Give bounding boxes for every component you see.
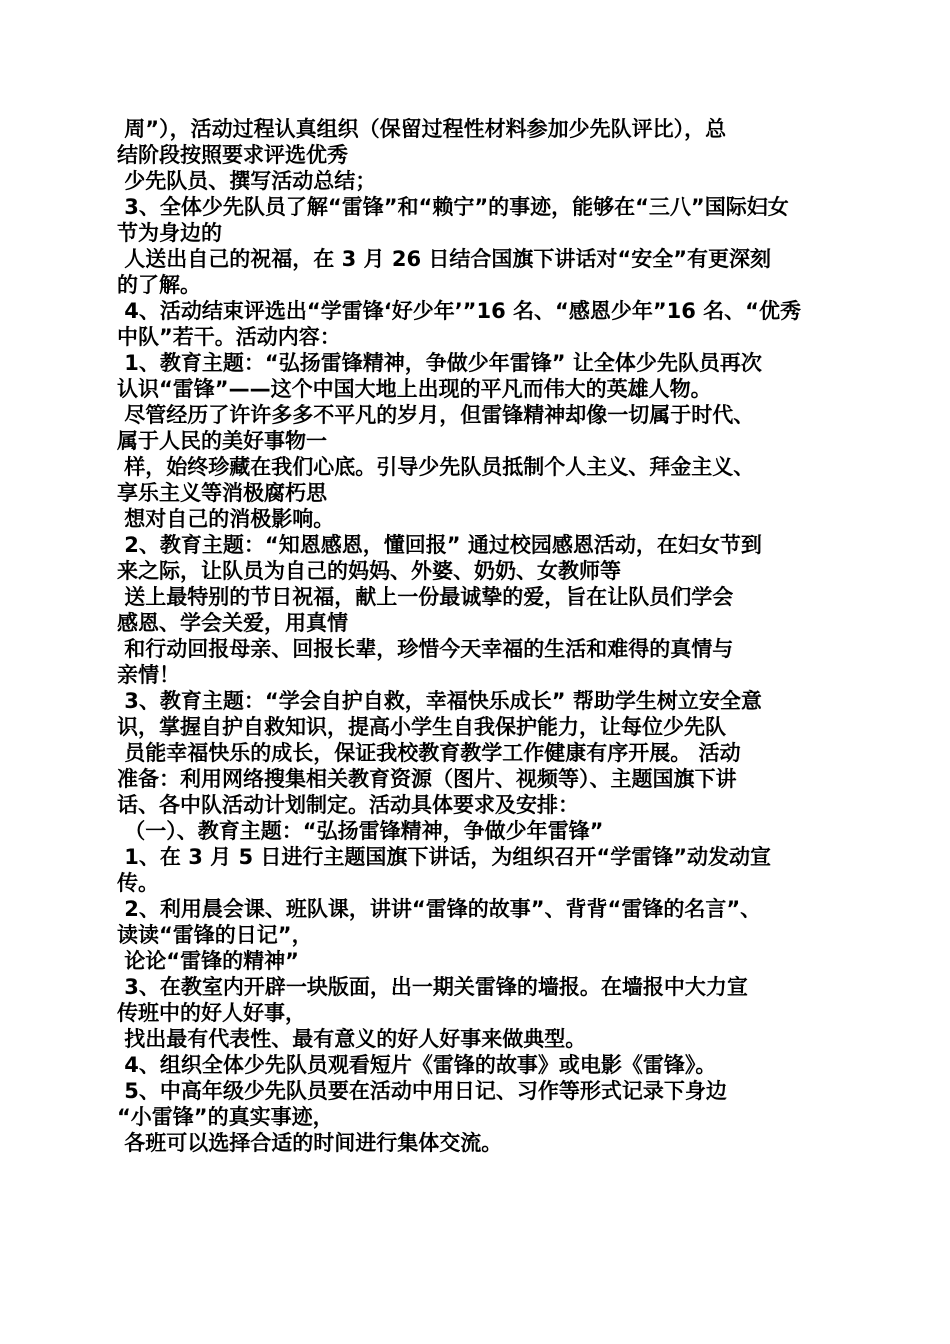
- text-line: 1、教育主题：“弘扬雷锋精神，争做少年雷锋” 让全体少先队员再次: [117, 351, 762, 375]
- text-line: 尽管经历了许许多多不平凡的岁月，但雷锋精神却像一切属于时代、: [117, 403, 755, 427]
- text-line: 周”），活动过程认真组织（保留过程性材料参加少先队评比），总: [117, 117, 727, 141]
- text-line: 感恩、学会关爱，用真情: [117, 611, 348, 635]
- text-line: 3、在教室内开辟一块版面，出一期关雷锋的墙报。在墙报中大力宣: [117, 975, 748, 999]
- text-line: 2、利用晨会课、班队课，讲讲“雷锋的故事”、背背“雷锋的名言”、: [117, 897, 762, 921]
- text-line: 识，掌握自护自救知识，提高小学生自我保护能力，让每位少先队: [117, 715, 726, 739]
- text-line: “小雷锋”的真实事迹，: [117, 1105, 334, 1129]
- text-line: 送上最特别的节日祝福，献上一份最诚挚的爱，旨在让队员们学会: [117, 585, 734, 609]
- text-line: 5、中高年级少先队员要在活动中用日记、习作等形式记录下身边: [117, 1079, 727, 1103]
- text-line: 4、活动结束评选出“学雷锋‘好少年’”16 名、“感恩少年”16 名、“优秀: [117, 299, 801, 323]
- text-line: 员能幸福快乐的成长，保证我校教育教学工作健康有序开展。 活动: [117, 741, 741, 765]
- text-line: 话、各中队活动计划制定。活动具体要求及安排：: [117, 793, 579, 817]
- text-line: 享乐主义等消极腐朽思: [117, 481, 327, 505]
- text-line: 节为身边的: [117, 221, 222, 245]
- text-line: 样，始终珍藏在我们心底。引导少先队员抵制个人主义、拜金主义、: [117, 455, 755, 479]
- text-line: 属于人民的美好事物一: [117, 429, 327, 453]
- text-line: 的了解。: [117, 273, 201, 297]
- text-line: （一）、教育主题：“弘扬雷锋精神，争做少年雷锋”: [117, 819, 604, 843]
- text-line: 各班可以选择合适的时间进行集体交流。: [117, 1131, 503, 1155]
- text-line: 准备：利用网络搜集相关教育资源（图片、视频等）、主题国旗下讲: [117, 767, 737, 791]
- text-line: 3、教育主题：“学会自护自救，幸福快乐成长” 帮助学生树立安全意: [117, 689, 762, 713]
- text-line: 和行动回报母亲、回报长辈，珍惜今天幸福的生活和难得的真情与: [117, 637, 734, 661]
- text-line: 亲情！: [117, 663, 180, 687]
- text-line: 找出最有代表性、最有意义的好人好事来做典型。: [117, 1027, 587, 1051]
- text-line: 论论“雷锋的精神”: [117, 949, 299, 973]
- document-body: [117, 116, 837, 1156]
- text-line: 传。: [117, 871, 159, 895]
- text-line: 认识“雷锋”——这个中国大地上出现的平凡而伟大的英雄人物。: [117, 377, 712, 401]
- text-line: 3、全体少先队员了解“雷锋”和“赖宁”的事迹，能够在“三八”国际妇女: [117, 195, 789, 219]
- text-line: 来之际，让队员为自己的妈妈、外婆、奶奶、女教师等: [117, 559, 621, 583]
- text-line: 人送出自己的祝福，在 3 月 26 日结合国旗下讲话对“安全”有更深刻: [117, 247, 771, 271]
- text-line: 2、教育主题：“知恩感恩，懂回报” 通过校园感恩活动，在妇女节到: [117, 533, 762, 557]
- text-line: 4、组织全体少先队员观看短片《雷锋的故事》或电影《雷锋》。: [117, 1053, 717, 1077]
- text-line: 结阶段按照要求评选优秀: [117, 143, 348, 167]
- text-line: 1、在 3 月 5 日进行主题国旗下讲话，为组织召开“学雷锋”动发动宣: [117, 845, 771, 869]
- text-line: 少先队员、撰写活动总结；: [117, 169, 377, 193]
- text-line: 中队”若干。活动内容：: [117, 325, 341, 349]
- text-line: 读读“雷锋的日记”，: [117, 923, 313, 947]
- text-line: 传班中的好人好事，: [117, 1001, 306, 1025]
- text-line: 想对自己的消极影响。: [117, 507, 335, 531]
